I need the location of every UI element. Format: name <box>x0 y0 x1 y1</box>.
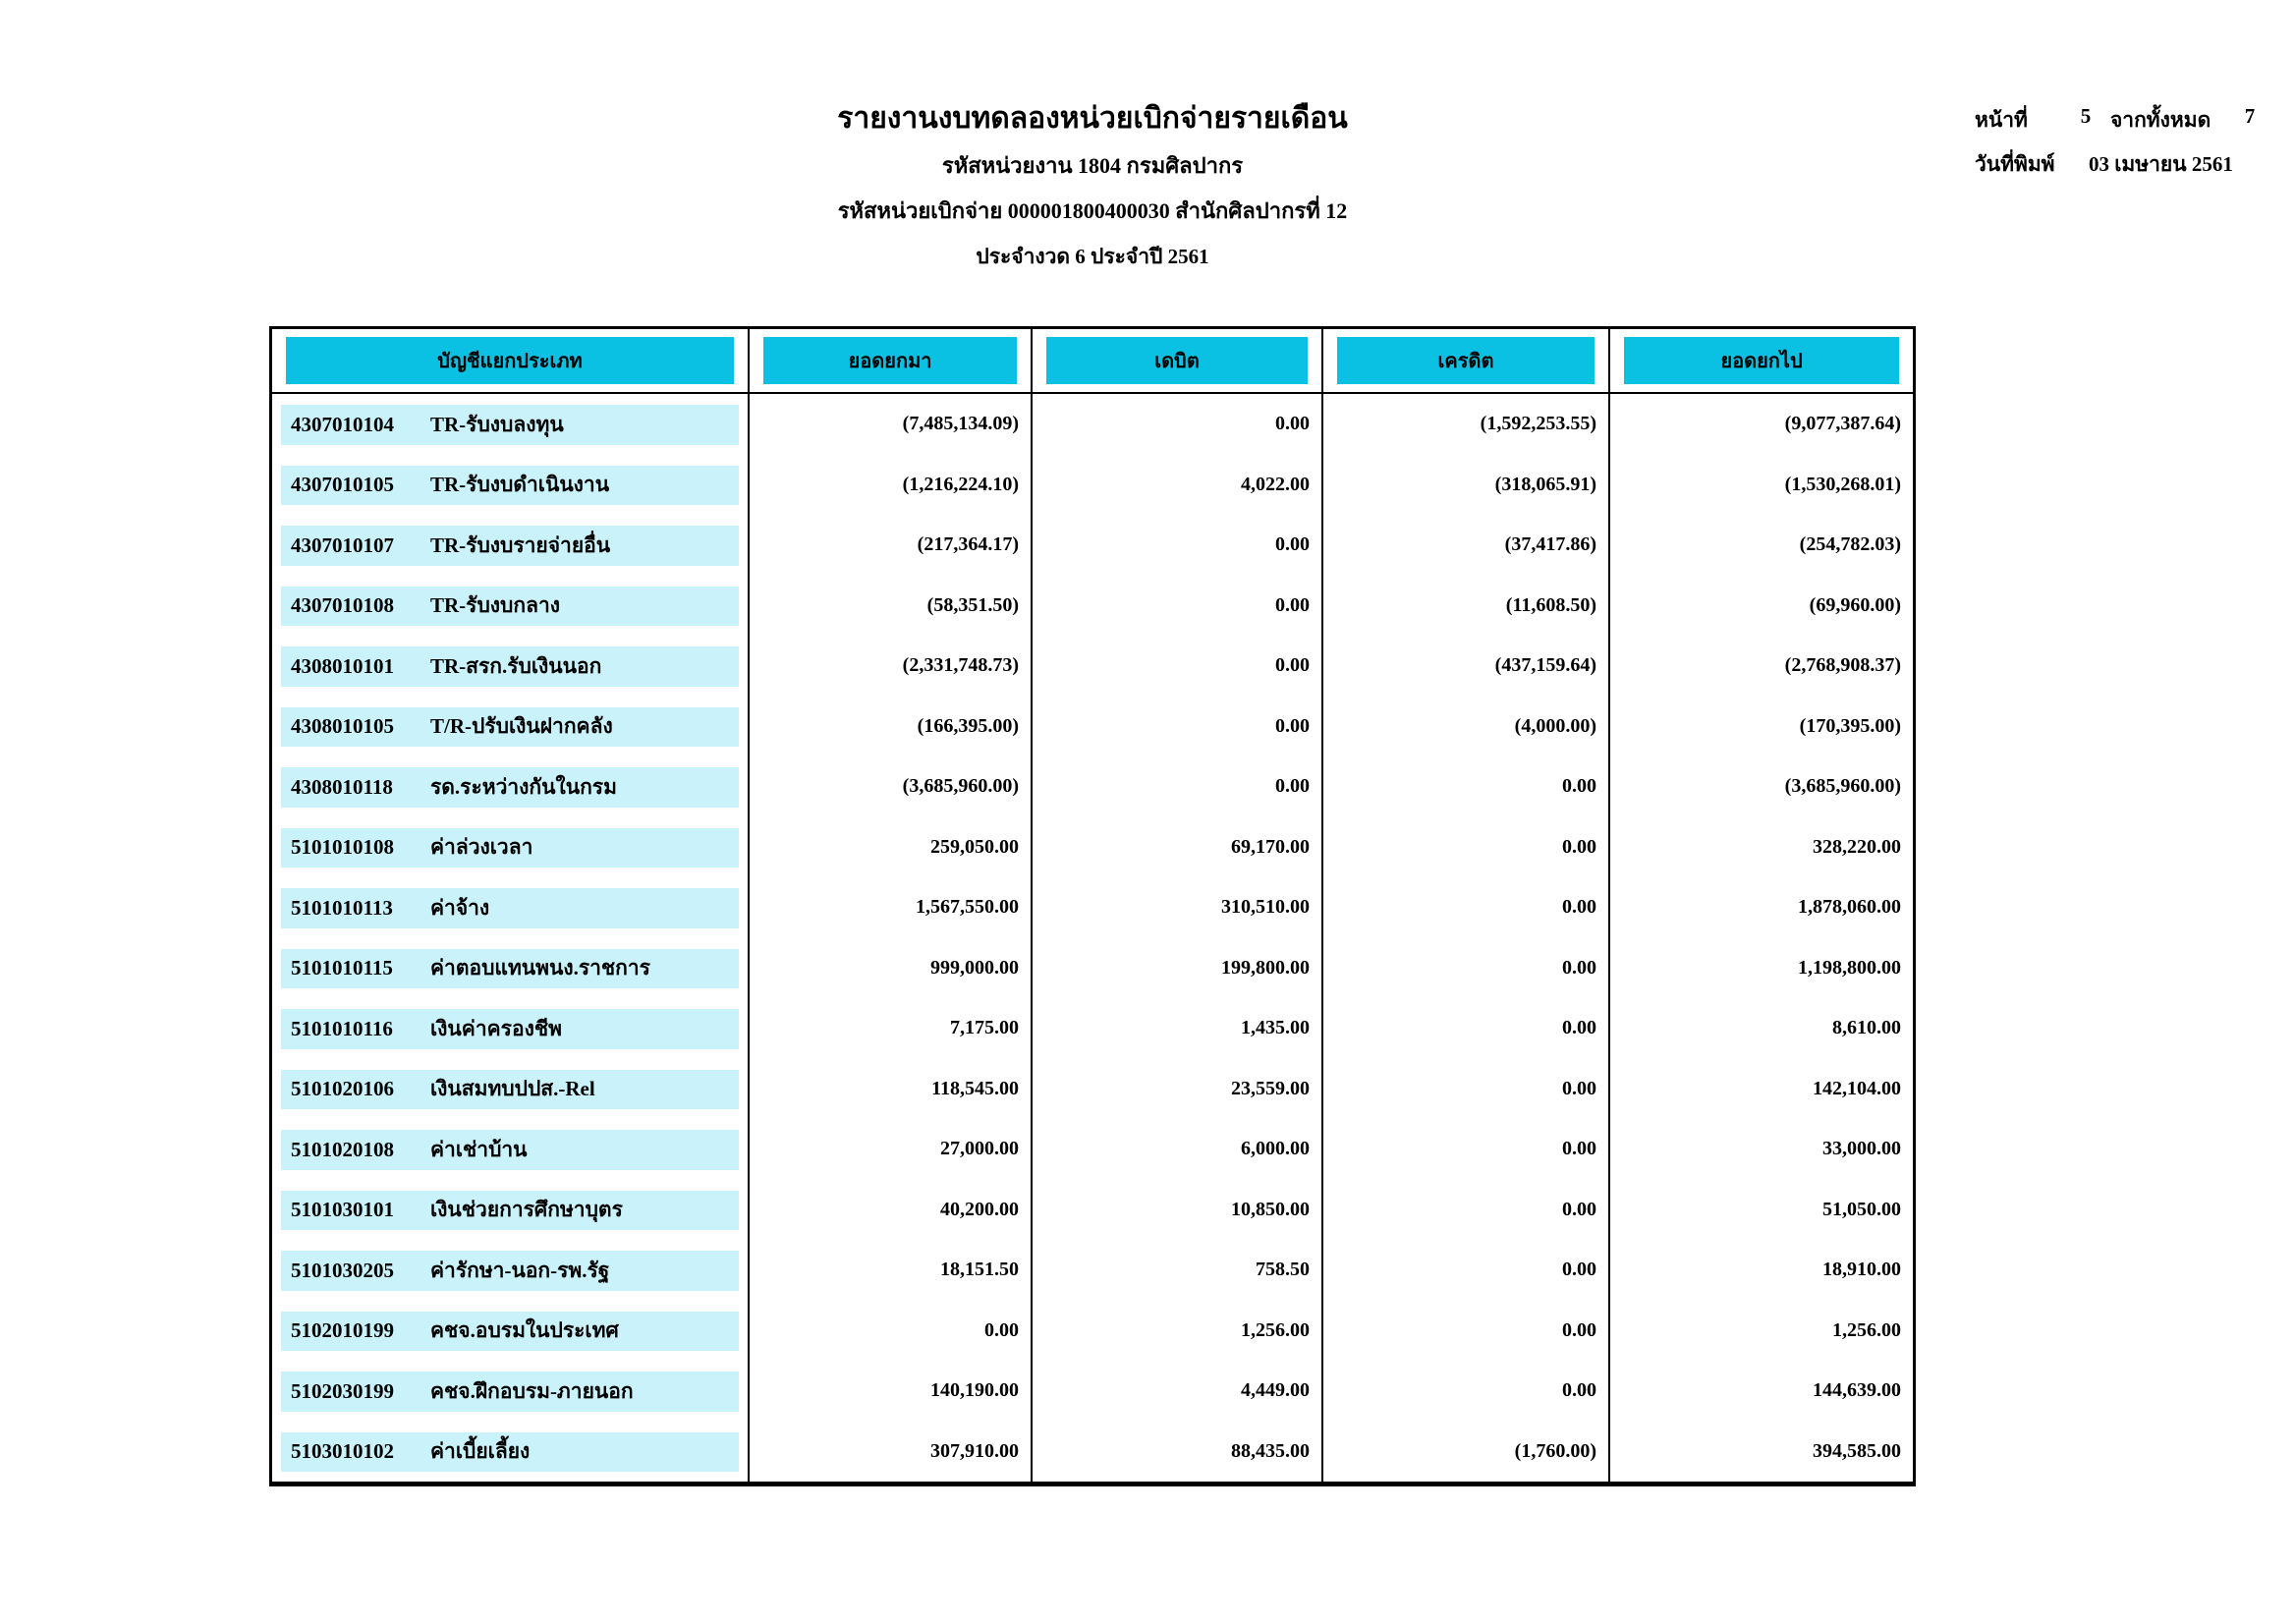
beginning-balance-value: 307,910.00 <box>750 1422 1033 1483</box>
header-cell-credit <box>1323 329 1610 392</box>
account-name: ค่าล่วงเวลา <box>430 835 533 860</box>
print-date: 03 เมษายน 2561 <box>2089 152 2233 176</box>
account-code: 5101030101 <box>291 1198 394 1222</box>
account-code: 5101030205 <box>291 1258 394 1282</box>
beginning-balance-value: 140,190.00 <box>750 1361 1033 1422</box>
ending-balance-value: 18,910.00 <box>1822 1259 1901 1281</box>
beginning-balance-value: (7,485,134.09) <box>750 394 1033 455</box>
ending-balance-value: 51,050.00 <box>1822 1198 1901 1220</box>
table-row <box>272 817 1913 878</box>
beginning-balance-value: (58,351.50) <box>750 576 1033 637</box>
account-cell <box>272 1240 750 1301</box>
account-cell <box>272 817 750 878</box>
beginning-balance-value: (166,395.00) <box>750 697 1033 757</box>
beginning-balance-value: 7,175.00 <box>750 998 1033 1059</box>
period-line: ประจำงวด 6 ประจำปี 2561 <box>976 245 1209 268</box>
account-band <box>281 1372 739 1412</box>
header-label-debit: เดบิต <box>1046 337 1308 384</box>
account-code: 5101010108 <box>291 835 394 860</box>
header-label-account: บัญชีแยกประเภท <box>286 337 734 384</box>
ending-balance-value: (9,077,387.64) <box>1784 413 1901 435</box>
debit-value: 23,559.00 <box>1033 1059 1323 1120</box>
account-cell <box>272 1361 750 1422</box>
account-band <box>281 888 739 928</box>
account-cell <box>272 756 750 817</box>
credit-value: 0.00 <box>1323 756 1610 817</box>
account-code: 4308010101 <box>291 653 394 678</box>
header-cell-account <box>272 329 750 392</box>
debit-value: 4,022.00 <box>1033 455 1323 516</box>
beginning-balance-value: 27,000.00 <box>750 1119 1033 1180</box>
account-code: 5102030199 <box>291 1378 394 1403</box>
account-code: 5101010116 <box>291 1016 393 1040</box>
account-cell <box>272 394 750 455</box>
credit-value: 0.00 <box>1323 1361 1610 1422</box>
account-code: 4308010118 <box>291 774 393 799</box>
account-name: ค่าตอบแทนพนง.ราชการ <box>430 956 650 980</box>
credit-value: 0.00 <box>1323 998 1610 1059</box>
table-row <box>272 1301 1913 1362</box>
ending-balance-value: 8,610.00 <box>1832 1017 1901 1039</box>
account-cell <box>272 697 750 757</box>
credit-value: (318,065.91) <box>1323 455 1610 516</box>
beginning-balance-value: 259,050.00 <box>750 817 1033 878</box>
table-row <box>272 1240 1913 1301</box>
debit-value: 0.00 <box>1033 515 1323 576</box>
credit-value: 0.00 <box>1323 1301 1610 1362</box>
account-code: 5101010113 <box>291 895 393 920</box>
account-name: ค่ารักษา-นอก-รพ.รัฐ <box>430 1258 610 1282</box>
account-cell <box>272 1119 750 1180</box>
credit-value: (4,000.00) <box>1323 697 1610 757</box>
account-code: 5101020106 <box>291 1077 394 1101</box>
account-band <box>281 1432 739 1473</box>
debit-value: 4,449.00 <box>1033 1361 1323 1422</box>
credit-value: (37,417.86) <box>1323 515 1610 576</box>
page-number-row <box>1975 104 2279 137</box>
ending-balance-value: (2,768,908.37) <box>1784 654 1901 677</box>
ending-balance-value: 142,104.00 <box>1813 1077 1901 1099</box>
account-name: เงินสมทบปปส.-Rel <box>430 1077 595 1101</box>
table-row <box>272 394 1913 455</box>
debit-value: 310,510.00 <box>1033 877 1323 938</box>
table-row <box>272 1361 1913 1422</box>
account-name: ค่าจ้าง <box>430 895 490 920</box>
ending-balance-value: 394,585.00 <box>1813 1439 1901 1462</box>
total-pages: 7 <box>2244 104 2256 128</box>
debit-value: 199,800.00 <box>1033 938 1323 999</box>
table-row <box>272 1180 1913 1241</box>
header-label-credit: เครดิต <box>1337 337 1595 384</box>
credit-value: (437,159.64) <box>1323 636 1610 697</box>
account-band <box>281 526 739 566</box>
beginning-balance-value: (2,331,748.73) <box>750 636 1033 697</box>
table-row <box>272 877 1913 938</box>
beginning-balance-value: 18,151.50 <box>750 1240 1033 1301</box>
account-band <box>281 466 739 506</box>
table-header-row <box>272 329 1913 394</box>
table-row <box>272 1422 1913 1483</box>
credit-value: 0.00 <box>1323 938 1610 999</box>
header-cell-debit <box>1033 329 1323 392</box>
beginning-balance-value: 0.00 <box>750 1301 1033 1362</box>
account-band <box>281 1191 739 1231</box>
beginning-balance-value: (1,216,224.10) <box>750 455 1033 516</box>
credit-value: 0.00 <box>1323 1119 1610 1180</box>
table-row <box>272 938 1913 999</box>
account-band <box>281 646 739 687</box>
account-code: 4308010105 <box>291 714 394 739</box>
print-date-label: วันที่พิมพ์ <box>1975 152 2055 176</box>
account-name: เงินค่าครองชีพ <box>430 1016 562 1040</box>
page-info-block <box>1975 104 2279 181</box>
account-code: 5101010115 <box>291 956 393 980</box>
ending-balance-value: (3,685,960.00) <box>1784 775 1901 798</box>
agency-code-line: รหัสหน่วยงาน 1804 กรมศิลปากร <box>941 153 1244 178</box>
account-name: คชจ.อบรมในประเทศ <box>430 1318 619 1343</box>
report-title-block <box>269 102 1916 269</box>
beginning-balance-value: (3,685,960.00) <box>750 756 1033 817</box>
page-label: หน้าที่ <box>1975 108 2028 132</box>
beginning-balance-value: (217,364.17) <box>750 515 1033 576</box>
table-row <box>272 576 1913 637</box>
account-band <box>281 405 739 445</box>
credit-value: (1,760.00) <box>1323 1422 1610 1483</box>
account-band <box>281 767 739 808</box>
account-code: 4307010108 <box>291 593 394 618</box>
account-cell <box>272 576 750 637</box>
ending-balance-value: 1,878,060.00 <box>1798 896 1901 919</box>
account-band <box>281 949 739 989</box>
credit-value: 0.00 <box>1323 1180 1610 1241</box>
account-cell <box>272 636 750 697</box>
account-name: T/R-ปรับเงินฝากคลัง <box>430 714 613 739</box>
header-label-ending-balance: ยอดยกไป <box>1624 337 1899 384</box>
account-cell <box>272 1180 750 1241</box>
account-band <box>281 1070 739 1110</box>
table-row <box>272 756 1913 817</box>
beginning-balance-value: 40,200.00 <box>750 1180 1033 1241</box>
beginning-balance-value: 118,545.00 <box>750 1059 1033 1120</box>
table-row <box>272 998 1913 1059</box>
account-code: 4307010104 <box>291 412 394 436</box>
credit-value: 0.00 <box>1323 1059 1610 1120</box>
table-row <box>272 697 1913 757</box>
debit-value: 0.00 <box>1033 636 1323 697</box>
account-cell <box>272 938 750 999</box>
account-name: TR-รับงบลงทุน <box>430 412 564 436</box>
table-body <box>272 394 1913 1482</box>
account-name: คชจ.ฝึกอบรม-ภายนอก <box>430 1378 634 1403</box>
debit-value: 1,256.00 <box>1033 1301 1323 1362</box>
table-row <box>272 455 1913 516</box>
account-band <box>281 1009 739 1049</box>
debit-value: 0.00 <box>1033 394 1323 455</box>
beginning-balance-value: 999,000.00 <box>750 938 1033 999</box>
account-name: ค่าเช่าบ้าน <box>430 1137 528 1161</box>
ending-balance-value: 33,000.00 <box>1822 1138 1901 1160</box>
debit-value: 0.00 <box>1033 697 1323 757</box>
ending-balance-value: 1,198,800.00 <box>1798 956 1901 979</box>
account-cell <box>272 1422 750 1483</box>
credit-value: 0.00 <box>1323 1240 1610 1301</box>
ending-balance-value: 144,639.00 <box>1813 1379 1901 1402</box>
ending-balance-value: (254,782.03) <box>1799 533 1901 556</box>
debit-value: 10,850.00 <box>1033 1180 1323 1241</box>
account-band <box>281 587 739 627</box>
debit-value: 69,170.00 <box>1033 817 1323 878</box>
table-row <box>272 1059 1913 1120</box>
table-row <box>272 1119 1913 1180</box>
account-cell <box>272 1301 750 1362</box>
ending-balance-value: 328,220.00 <box>1813 835 1901 858</box>
account-code: 4307010107 <box>291 532 394 557</box>
beginning-balance-value: 1,567,550.00 <box>750 877 1033 938</box>
debit-value: 6,000.00 <box>1033 1119 1323 1180</box>
account-code: 5102010199 <box>291 1318 394 1343</box>
ending-balance-value: (170,395.00) <box>1799 714 1901 737</box>
account-band <box>281 828 739 868</box>
account-cell <box>272 1059 750 1120</box>
table-row <box>272 636 1913 697</box>
debit-value: 758.50 <box>1033 1240 1323 1301</box>
ending-balance-value: (69,960.00) <box>1809 593 1901 616</box>
credit-value: 0.00 <box>1323 877 1610 938</box>
account-name: TR-สรก.รับเงินนอก <box>430 653 602 678</box>
account-code: 4307010105 <box>291 473 394 497</box>
account-code: 5101020108 <box>291 1137 394 1161</box>
page-number: 5 <box>2080 104 2092 128</box>
account-name: TR-รับงบกลาง <box>430 593 560 618</box>
report-title: รายงานงบทดลองหน่วยเบิกจ่ายรายเดือน <box>837 102 1348 135</box>
account-cell <box>272 877 750 938</box>
table-row <box>272 515 1913 576</box>
header-cell-ending-balance <box>1610 329 1913 392</box>
account-name: TR-รับงบดำเนินงาน <box>430 473 610 497</box>
header-label-beginning-balance: ยอดยกมา <box>763 337 1017 384</box>
credit-value: (11,608.50) <box>1323 576 1610 637</box>
account-cell <box>272 455 750 516</box>
debit-value: 0.00 <box>1033 576 1323 637</box>
account-band <box>281 1130 739 1170</box>
credit-value: (1,592,253.55) <box>1323 394 1610 455</box>
credit-value: 0.00 <box>1323 817 1610 878</box>
account-name: ค่าเบี้ยเลี้ยง <box>430 1439 531 1464</box>
debit-value: 0.00 <box>1033 756 1323 817</box>
account-name: TR-รับงบรายจ่ายอื่น <box>430 532 611 557</box>
trial-balance-table <box>269 326 1916 1486</box>
disbursement-unit-line: รหัสหน่วยเบิกจ่าย 000001800400030 สำนักศิลปากรที่ 12 <box>837 198 1348 223</box>
total-pages-label: จากทั้งหมด <box>2110 108 2211 132</box>
account-code: 5103010102 <box>291 1439 394 1464</box>
header-cell-beginning-balance <box>750 329 1033 392</box>
ending-balance-value: 1,256.00 <box>1832 1318 1901 1341</box>
ending-balance-value: (1,530,268.01) <box>1784 473 1901 495</box>
account-cell <box>272 998 750 1059</box>
account-name: รด.ระหว่างกันในกรม <box>430 774 617 799</box>
account-band <box>281 1251 739 1291</box>
print-date-row <box>1975 148 2279 181</box>
account-band <box>281 707 739 748</box>
debit-value: 1,435.00 <box>1033 998 1323 1059</box>
account-band <box>281 1312 739 1352</box>
account-name: เงินช่วยการศึกษาบุตร <box>430 1198 623 1222</box>
debit-value: 88,435.00 <box>1033 1422 1323 1483</box>
account-cell <box>272 515 750 576</box>
